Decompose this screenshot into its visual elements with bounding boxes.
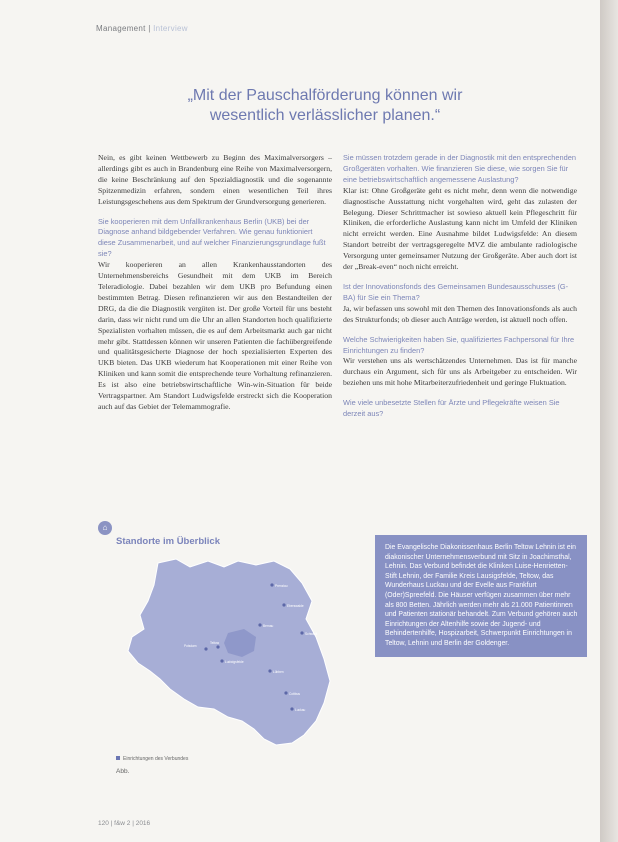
interview-question: Welche Schwierigkeiten haben Sie, qualifiziertes Fachpersonal für Ihre Einrichtungen zu finden? — [343, 334, 575, 355]
map-legend — [116, 756, 188, 762]
location-dot — [300, 631, 303, 634]
answer-paragraph: Klar ist: Ohne Großgeräte geht es nicht mehr, denn wenn die notwendige diagnostische Ausstattung nicht vorgehalten wird, geht das zulasten der Belegung. Dieser Schrittmacher ist sowieso aktuell kein Pflegeschritt für Kliniken, die erforderliche Auslastung kann nicht im Umfeld der Kliniken nicht erreicht werden. Eine Ausnahme bildet Ludwigsfelde: An diesem Standort betreibt der vertragsgeregelte MVZ die ambulante radiologische Versorgung unter gemeinsamer Nutzung der Großgeräte. Aber auch dort ist der „Break-even“ noch nicht erreicht. — [343, 185, 577, 272]
map-label: Bernau — [263, 624, 274, 628]
subsection-label: Interview — [153, 24, 188, 33]
answer-paragraph: Wir verstehen uns als wertschätzendes Unternehmen. Das ist für manche durchaus ein Argument, sich für uns als Arbeitgeber zu entscheiden. Wir beziehen uns mit hohe Mitarbeiterzufriedenheit und geringe Fluktuation. — [343, 356, 577, 388]
pull-quote: „Mit der Pauschalförderung können wir wesentlich verlässlicher planen.“ — [187, 87, 463, 124]
location-dot — [258, 623, 261, 626]
map-label: Prenzlau — [275, 584, 288, 588]
text-column-left — [98, 153, 332, 413]
brandenburg-map — [98, 521, 368, 761]
map-label: Ludwigsfelde — [225, 660, 244, 664]
legend-label: Einrichtungen des Verbundes — [123, 756, 189, 762]
page-header — [96, 24, 188, 33]
map-label: Schwedt — [305, 632, 318, 636]
location-dot — [284, 691, 287, 694]
map-label: Luckau — [295, 708, 306, 712]
location-dot — [204, 647, 207, 650]
section-label: Management — [96, 24, 146, 33]
info-box: Die Evangelische Diakonissenhaus Berlin Teltow Lehnin ist ein diakonischer Unternehmensverbund mit Sitz in Joachimsthal, Lehnin. Das Verbund befindet die Kliniken Luise-Henrietten-Stift Lehnin, der Familie Kreis Lausigsfelde, Teltow, das Wunderhaus Luckau und der Evelle aus Frankfurt (Oder)Spreefeld. Die Häuser verfügen zusammen über mehr als 800 Betten. Jährlich werden mehr als 21.000 Patientinnen und Patienten stationär behandelt. Zum Verbund gehören auch Einrichtungen der Altenhilfe sowie der Jugend- und Behindertenhilfe, Hospizarbeit, Schwerpunkt Einrichtungen in Teltow, Lehnin und Berlin der Goldenger. — [375, 535, 587, 657]
location-dot — [270, 583, 273, 586]
map-caption: Abb. — [116, 768, 130, 775]
map-label: Lübben — [273, 670, 284, 674]
header-separator: | — [145, 24, 154, 33]
legend-marker-icon — [116, 756, 120, 760]
map-label: Eberswalde — [287, 604, 304, 608]
interview-question: Wie viele unbesetzte Stellen für Ärzte und Pflegekräfte weisen Sie derzeit aus? — [343, 398, 560, 419]
text-column-right — [343, 153, 577, 420]
page-footer: 120 | f&w 2 | 2016 — [98, 820, 151, 827]
interview-question: Sie kooperieren mit dem Unfallkrankenhaus Berlin (UKB) bei der Diagnose anhand bildgebender Verfahren. Wie genau funktioniert diese Zusammenarbeit, und auf welcher Finanzierungsgrundlage fußt sie? — [98, 216, 326, 259]
map-label: Potsdam — [184, 644, 197, 648]
interview-question: Ist der Innovationsfonds des Gemeinsamen Bundesausschusses (G-BA) für Sie ein Thema? — [343, 281, 569, 302]
answer-paragraph: Wir kooperieren an allen Krankenhausstandorten des Unternehmensbereichs Gesundheit mit dem UKB im Bereich Teleradiologie. Dabei bezahlen wir dem UKB pro Befundung einen bestimmten Betrag. Diesen refinanzieren wir aus den Bestandteilen der DRG, da die die Diagnostik vergüten ist. Der große Vorteil für uns besteht darin, dass wir nicht rund um die Uhr an allen Standorten hoch qualifizierte Spezialisten vorhalten müssen, die es auf dem Arbeitsmarkt auch gar nicht mehr gibt. Stattdessen können wir unseren Patienten die fachübergreifende und qualitätsgesicherte Diagnose der hoch spezialisierten Experten des UKB bieten. Das UKB wiederum hat Kooperationen mit einer Reihe von Kliniken und kann somit die entsprechende teure Vorhaltung refinanzieren. Es ist also eine betriebswirtschaftliche Win-win-Situation für beide Vertragspartner. Am Standort Ludwigsfelde erstreckt sich die Kooperation auch auf das Gebiet der Telemammografie. — [98, 260, 332, 411]
location-dot — [216, 645, 219, 648]
map-label: Cottbus — [289, 692, 300, 696]
map-label: Teltow — [210, 641, 220, 645]
answer-paragraph: Nein, es gibt keinen Wettbewerb zu Beginn des Maximalversorgers – allerdings gibt es auch in Brandenburg eine Reihe von Maximalversorgern, die keine Beschränkung auf den Spezialdiagnostik und die sogenannte Spitzenmedizin erfahren, sondern einen wesentlichen Teil ihres Leistungsgeschehens aus dem Spektrum der Grundversorgung generieren. — [98, 153, 332, 206]
locations-map — [98, 521, 368, 775]
location-dot — [268, 669, 271, 672]
location-dot — [220, 659, 223, 662]
answer-paragraph: Ja, wir befassen uns sowohl mit den Themen des Innovationsfonds als auch des Strukturfonds; ob dieser auch Anträge werden, ist aktuell noch offen. — [343, 303, 577, 324]
interview-question: Sie müssen trotzdem gerade in der Diagnostik mit den entsprechenden Großgeräten vorhalten. Wie finanzieren Sie diese, wie sorgen Sie für eine betriebswirtschaftlich angemessene Auslastung? — [343, 153, 576, 184]
location-pin-icon: ⌂ — [98, 521, 112, 535]
page-gutter — [600, 0, 618, 842]
location-dot — [290, 707, 293, 710]
map-title: Standorte im Überblick — [116, 536, 220, 547]
location-dot — [282, 603, 285, 606]
